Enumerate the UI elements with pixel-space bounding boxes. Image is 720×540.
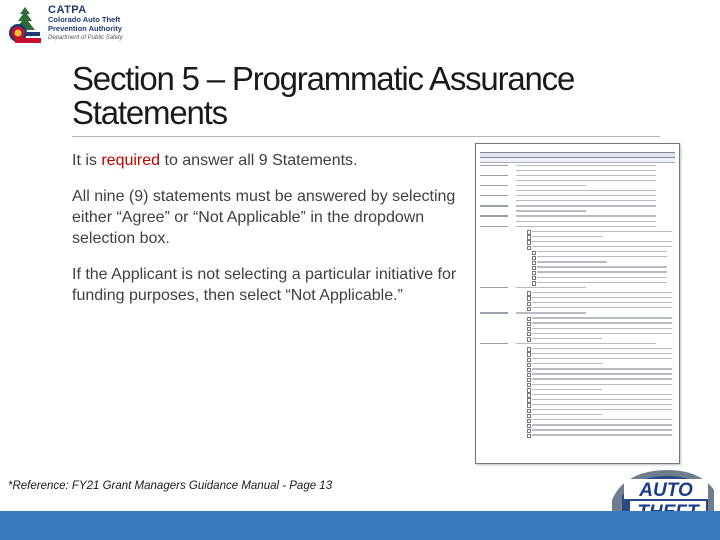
- bottom-accent-bar: [0, 511, 720, 540]
- logo-acronym: CATPA: [48, 4, 87, 16]
- bullet-1: It is required to answer all 9 Statements.: [72, 152, 358, 169]
- auto-theft-word-1: AUTO: [639, 480, 693, 501]
- form-row: [480, 433, 675, 438]
- form-rows: [476, 163, 679, 438]
- bullet-3: If the Applicant is not selecting a particular initiative for funding purposes, then select “Not Applicable.”: [72, 266, 457, 304]
- catpa-logo: [6, 4, 136, 50]
- logo-department: Department of Public Safety: [48, 35, 123, 41]
- slide-title-line2: Statements: [72, 94, 227, 131]
- slide-title-line1: Section 5 – Programmatic Assurance: [72, 60, 575, 97]
- reference-footnote: *Reference: FY21 Grant Managers Guidance Manual - Page 13: [8, 480, 333, 492]
- slide-title: [72, 62, 632, 130]
- required-highlight: required: [101, 152, 161, 169]
- logo-name-line1: Colorado Auto Theft: [48, 15, 121, 24]
- application-form-thumbnail: [475, 143, 680, 464]
- bullet-2: All nine (9) statements must be answered by selecting either “Agree” or “Not Applicable” in the dropdown selection box.: [72, 188, 456, 247]
- logo-name-line2: Prevention Authority: [48, 23, 122, 33]
- bullet-list: [72, 150, 464, 321]
- title-divider: [72, 136, 660, 137]
- colorado-flag-logo-icon: [6, 6, 44, 46]
